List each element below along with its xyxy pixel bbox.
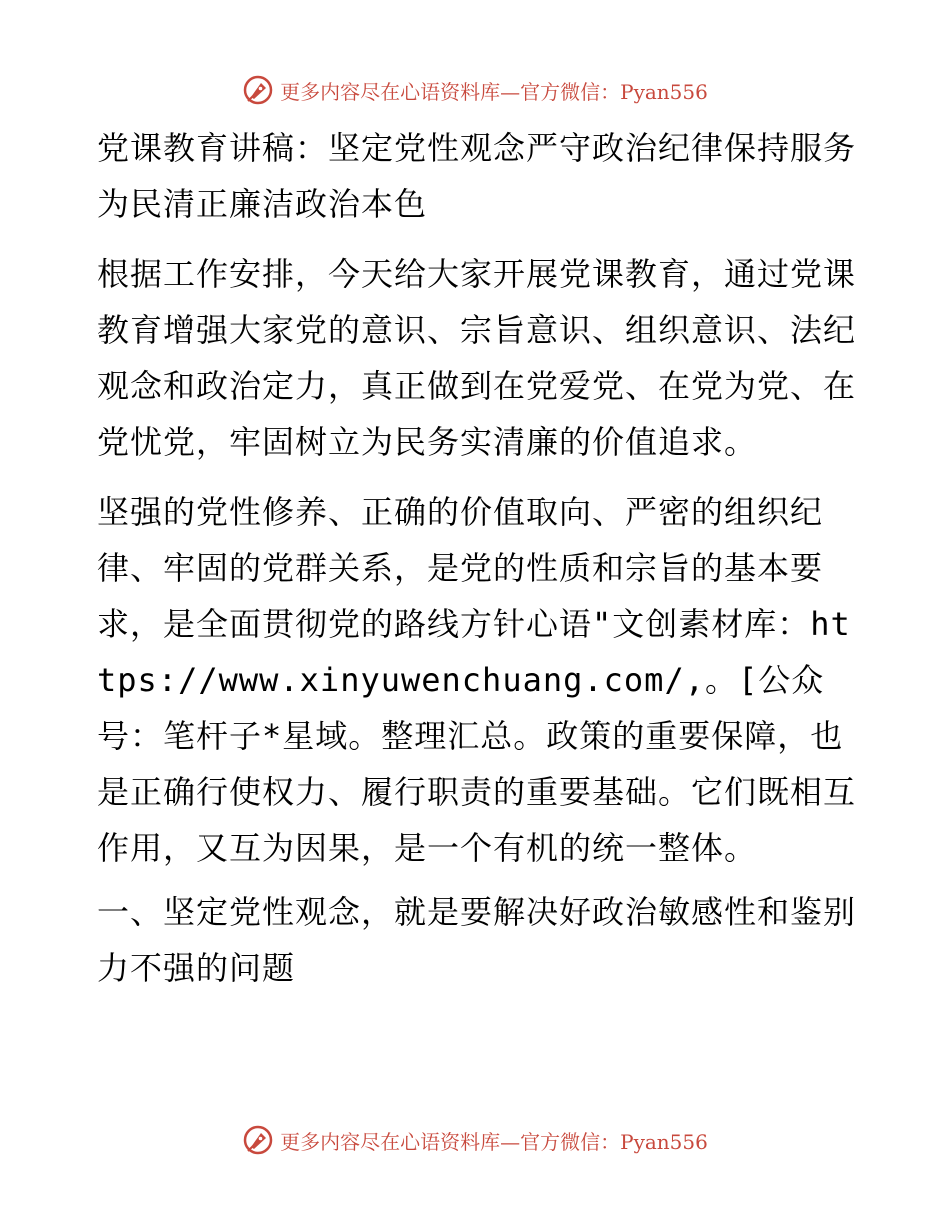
pen-nib-logo-icon: [242, 74, 274, 106]
document-body: [97, 120, 857, 996]
pen-nib-logo-icon: [242, 1124, 274, 1156]
paragraph-intro: 根据工作安排，今天给大家开展党课教育，通过党课教育增强大家党的意识、宗旨意识、组织意识、法纪观念和政治定力，真正做到在党爱党、在党为党、在党忧党，牢固树立为民务实清廉的价值追求。: [97, 255, 857, 461]
section-heading: 一、坚定党性观念，就是要解决好政治敏感性和鉴别力不强的问题: [97, 893, 857, 987]
footer-banner-text: 更多内容尽在心语资料库—官方微信：Pyan556: [280, 1129, 708, 1154]
header-banner-text: 更多内容尽在心语资料库—官方微信：Pyan556: [280, 79, 708, 104]
paragraph-body: 坚强的党性修养、正确的价值取向、严密的组织纪律、牢固的党群关系，是党的性质和宗旨的基本要求，是全面贯彻党的路线方针心语"文创素材库：https://www.xinyuwenchuang.com/,。[公众号：笔杆子*星域。整理汇总。政策的重要保障，也是正确行使权力、履行职责的重要基础。它们既相互作用，又互为因果，是一个有机的统一整体。: [97, 493, 857, 867]
footer-banner: [0, 1120, 950, 1160]
document-title: 党课教育讲稿：坚定党性观念严守政治纪律保持服务为民清正廉洁政治本色: [97, 129, 857, 223]
header-banner: [0, 70, 950, 110]
